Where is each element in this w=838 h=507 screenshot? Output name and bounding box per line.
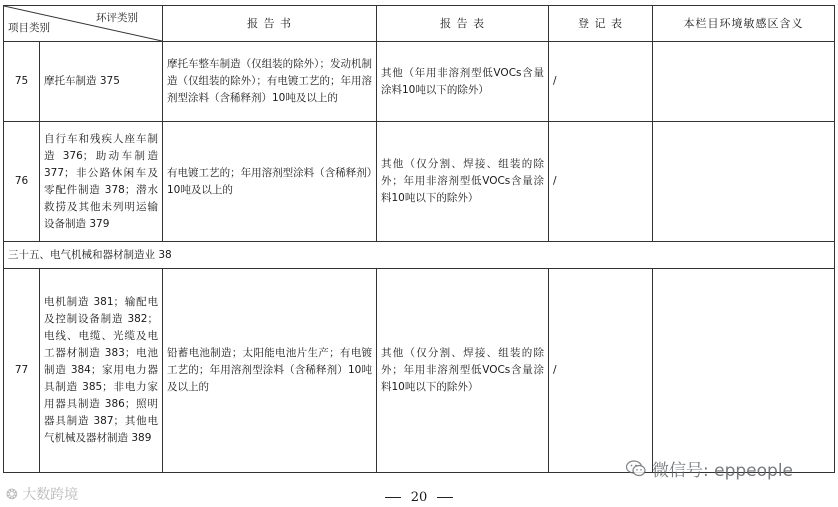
report-book-criteria: 铅蓄电池制造；太阳能电池片生产；有电镀工艺的；年用溶剂型涂料（含稀释剂）10吨及以上的 — [163, 269, 377, 473]
diagonal-header-cell — [4, 6, 163, 42]
sensitive-area-definition — [653, 42, 835, 122]
row-number: 76 — [4, 122, 40, 242]
classification-table — [3, 5, 835, 473]
report-form-criteria: 其他（年用非溶剂型低VOCs含量涂料10吨以下的除外） — [377, 42, 549, 122]
header-register-form: 登 记 表 — [549, 6, 653, 42]
report-book-criteria: 有电镀工艺的；年用溶剂型涂料（含稀释剂）10吨及以上的 — [163, 122, 377, 242]
register-criteria: / — [549, 269, 653, 473]
header-report-form: 报 告 表 — [377, 6, 549, 42]
project-category: 自行车和残疾人座车制造 376；助动车制造 377；非公路休闲车及零配件制造 378；潜水救捞及其他未列明运输设备制造 379 — [40, 122, 163, 242]
brand-logo-icon: ❂ — [6, 487, 23, 503]
report-form-criteria: 其他（仅分割、焊接、组装的除外；年用非溶剂型低VOCs含量涂料10吨以下的除外） — [377, 122, 549, 242]
header-project-category: 项目类别 — [8, 22, 50, 34]
page-footer — [0, 490, 838, 505]
report-form-criteria: 其他（仅分割、焊接、组装的除外；年用非溶剂型低VOCs含量涂料10吨以下的除外） — [377, 269, 549, 473]
footer-dash-left — [385, 497, 401, 498]
section-row — [4, 242, 835, 269]
brand-watermark-text: 大数跨境 — [22, 487, 79, 503]
sensitive-area-definition — [653, 122, 835, 242]
report-book-criteria: 摩托车整车制造（仅组装的除外）；发动机制造（仅组装的除外）；有电镀工艺的；年用溶剂型涂料（含稀释剂）10吨及以上的 — [163, 42, 377, 122]
sensitive-area-definition — [653, 269, 835, 473]
table-row — [4, 269, 835, 473]
row-number: 75 — [4, 42, 40, 122]
header-report-book: 报 告 书 — [163, 6, 377, 42]
table-header-row — [4, 6, 835, 42]
header-env-category: 环评类别 — [96, 12, 138, 24]
wechat-id-text: 微信号: eppeople — [652, 461, 794, 481]
wechat-icon — [626, 460, 646, 482]
page-number: 20 — [410, 490, 428, 505]
wechat-watermark — [626, 456, 793, 482]
project-category: 电机制造 381；输配电及控制设备制造 382；电线、电缆、光缆及电工器材制造 383；电池制造 384；家用电力器具制造 385；非电力家用器具制造 386；照明器具制造 387；其他电气机械及器材制造 389 — [40, 269, 163, 473]
footer-dash-right — [437, 497, 453, 498]
register-criteria: / — [549, 122, 653, 242]
table-row — [4, 122, 835, 242]
section-title: 三十五、电气机械和器材制造业 38 — [4, 242, 835, 269]
project-category: 摩托车制造 375 — [40, 42, 163, 122]
table-row — [4, 42, 835, 122]
register-criteria: / — [549, 42, 653, 122]
brand-watermark — [6, 484, 78, 504]
header-sensitive-area: 本栏目环境敏感区含义 — [653, 6, 835, 42]
row-number: 77 — [4, 269, 40, 473]
